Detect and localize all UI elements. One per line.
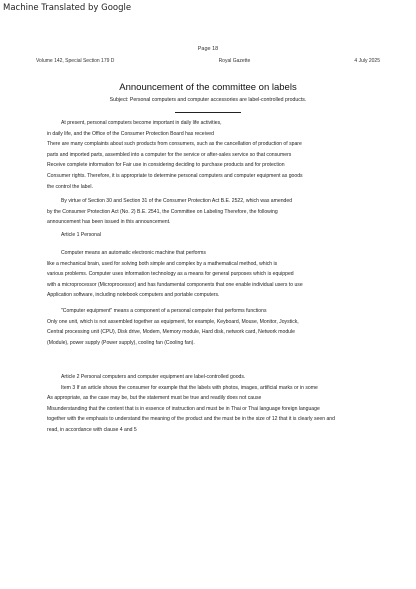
paragraph-authority [47, 196, 387, 228]
text-line: announcement has been issued in this announcement. [47, 219, 171, 226]
text-line: Application software, including notebook computers and portable computers. [47, 292, 220, 299]
text-line: (Module), power supply (Power supply), cooling fan (Cooling fan). [47, 339, 195, 346]
text-line: Computer means an automatic electronic machine that performs [61, 250, 206, 256]
text-line: read, in accordance with clause 4 and 5 [47, 426, 137, 433]
text-line: with a microprocessor (Microprocessor) and has fundamental components that one enable individual users to use [47, 281, 303, 288]
announcement-title: Announcement of the committee on labels [119, 82, 297, 93]
clause-2-and-3 [47, 372, 387, 436]
text-line: by the Consumer Protection Act (No. 2) B.E. 2541, the Committee on Labeling Therefore, the following [47, 208, 278, 215]
publication-date: 4 July 2025 [354, 58, 380, 64]
text-line: various problems. Computer uses information technology as a means for general purposes which is equipped [47, 271, 294, 278]
announcement-subject: Subject: Personal computers and computer accessories are label-controlled products. [109, 97, 307, 103]
gazette-name: Royal Gazette [218, 58, 251, 64]
text-line: together with the emphasis to understand the meaning of the product and the must be in the size of 12 that it is clearly seen and [47, 416, 335, 423]
text-line: As appropriate, as the case may be, but the statement must be true and readily does not cause [47, 395, 262, 402]
text-line: By virtue of Section 30 and Section 31 of the Consumer Protection Act B.E. 2522, which was amended [61, 198, 293, 204]
text-line: Receive complete information for Fair use in considering deciding to purchase products and for protection [47, 162, 285, 169]
text-line: Consumer rights. Therefore, it is appropriate to determine personal computers and computer equipment as goods [47, 172, 303, 179]
volume-info: Volume 142, Special Section 179 D [36, 58, 115, 64]
text-line: in daily life, and the Office of the Consumer Protection Board has received [47, 130, 214, 137]
paragraph-intro [47, 118, 387, 192]
text-line: At present, personal computers become important in daily life activities, [61, 120, 222, 126]
text-line: parts and imported parts, assembled into a computer for the service or after-sales service so that consumers [47, 151, 292, 158]
title-divider [175, 112, 241, 113]
text-line: Central processing unit (CPU), Disk drive, Modem, Memory module, Hard disk, network card, Network module [47, 329, 295, 336]
text-line: There are many complaints about such products from consumers, such as the cancellation of production of spare [47, 141, 302, 148]
machine-translation-banner: Machine Translated by Google [3, 3, 132, 13]
text-line: the control the label. [47, 183, 93, 190]
text-line: Article 1 Personal [61, 232, 101, 238]
text-line: Article 2 Personal computers and computer equipment are label-controlled goods. [61, 374, 246, 380]
page-number: Page 18 [197, 46, 219, 52]
text-line: Item 3 If an article shows the consumer for example that the labels with photos, images, artificial marks or in some [61, 384, 318, 391]
text-line: Misunderstanding that the content that is in essence of instruction and must be in Thai or Thai language foreign language [47, 405, 320, 412]
clause-1-heading [47, 230, 387, 241]
text-line: like a mechanical brain, used for solving both simple and complex by a mathematical method, which is [47, 260, 278, 267]
text-line: Only one unit, which is not assembled together as equipment, for example, Keyboard, Mouse, Monitor, Joystick, [47, 318, 299, 325]
clause-1-equipment-definition [47, 306, 387, 348]
gazette-header [36, 58, 380, 64]
clause-1-computer-definition [47, 248, 387, 301]
text-line: "Computer equipment" means a component of a personal computer that performs functions [61, 308, 267, 314]
